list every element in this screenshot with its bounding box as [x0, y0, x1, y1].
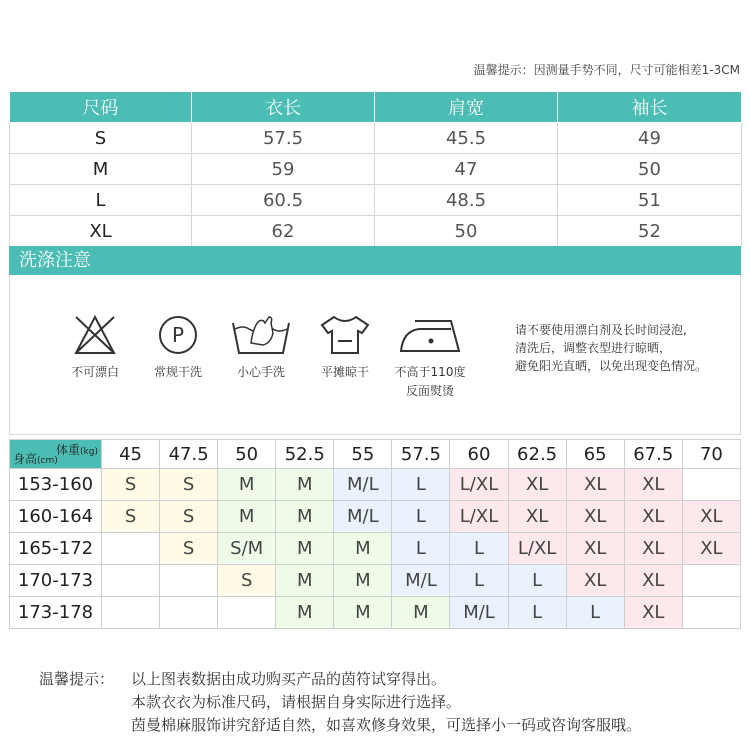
size-cell: 60.5	[192, 185, 375, 216]
size-recommendation: L/XL	[450, 469, 508, 501]
size-row	[10, 123, 742, 154]
care-label: 常规干洗	[153, 365, 202, 379]
care-dry-flat	[300, 313, 390, 380]
weight-height-table	[9, 439, 741, 629]
size-cell: 57.5	[192, 123, 375, 154]
size-recommendation: M	[218, 501, 276, 533]
size-recommendation: M	[276, 533, 334, 565]
care-dry-clean	[133, 313, 223, 380]
size-recommendation: S	[160, 501, 218, 533]
size-recommendation: XL	[624, 469, 682, 501]
size-recommendation: M/L	[334, 501, 392, 533]
care-iron	[385, 313, 475, 402]
size-recommendation: S	[102, 469, 160, 501]
care-note	[515, 321, 740, 375]
size-recommendation	[102, 597, 160, 629]
size-cell: 50	[375, 216, 558, 247]
care-label: 不高于110度	[394, 365, 466, 379]
dry-clean-icon	[155, 313, 201, 357]
bottom-tip-line: 以上图表数据由成功购买产品的茵符试穿得出。	[131, 670, 447, 688]
size-recommendation: L	[450, 565, 508, 597]
weight-header: 45	[102, 440, 160, 469]
hand-wash-icon	[229, 313, 293, 357]
size-recommendation: S	[102, 501, 160, 533]
size-recommendation: XL	[566, 565, 624, 597]
size-table-header	[10, 92, 742, 123]
size-recommendation: XL	[508, 469, 566, 501]
size-row	[10, 185, 742, 216]
size-recommendation: L	[508, 565, 566, 597]
size-row	[10, 216, 742, 247]
size-recommendation: M	[392, 597, 450, 629]
dry-flat-icon	[318, 313, 372, 357]
weight-header: 57.5	[392, 440, 450, 469]
size-recommendation: XL	[566, 501, 624, 533]
weight-header-row	[10, 440, 741, 469]
height-range: 153-160	[10, 469, 102, 501]
size-recommendation: XL	[624, 597, 682, 629]
header-shoulder: 肩宽	[375, 92, 558, 123]
size-recommendation: M	[276, 501, 334, 533]
size-cell: 45.5	[375, 123, 558, 154]
size-recommendation: S	[160, 533, 218, 565]
size-cell: 49	[558, 123, 742, 154]
size-recommendation: S/M	[218, 533, 276, 565]
size-cell: XL	[10, 216, 192, 247]
height-row	[10, 565, 741, 597]
size-recommendation: M/L	[392, 565, 450, 597]
size-recommendation: S	[218, 565, 276, 597]
size-recommendation: M	[334, 533, 392, 565]
bottom-tip-line: 茵曼棉麻服饰讲究舒适自然，如喜欢修身效果，可选择小一码或咨询客服哦。	[131, 716, 642, 734]
size-cell: 51	[558, 185, 742, 216]
size-recommendation	[160, 565, 218, 597]
size-recommendation: M	[276, 469, 334, 501]
care-note-line: 避免阳光直晒，以免出现变色情况。	[515, 359, 708, 373]
size-recommendation	[682, 565, 740, 597]
care-instructions	[9, 275, 741, 435]
weight-header: 70	[682, 440, 740, 469]
height-row	[10, 469, 741, 501]
height-row	[10, 597, 741, 629]
care-label: 平摊晾干	[320, 365, 369, 379]
weight-header: 52.5	[276, 440, 334, 469]
size-cell: S	[10, 123, 192, 154]
care-hand-wash	[216, 313, 306, 380]
size-recommendation: L	[508, 597, 566, 629]
size-recommendation: XL	[624, 565, 682, 597]
size-recommendation: M/L	[334, 469, 392, 501]
size-recommendation: XL	[508, 501, 566, 533]
size-recommendation	[102, 565, 160, 597]
weight-header: 50	[218, 440, 276, 469]
size-table	[9, 91, 742, 247]
measurement-tip: 温馨提示：因测量手势不同，尺寸可能相差1-3CM	[473, 63, 740, 77]
weight-header: 67.5	[624, 440, 682, 469]
size-recommendation: M	[218, 469, 276, 501]
size-cell: 52	[558, 216, 742, 247]
size-recommendation: L	[392, 501, 450, 533]
size-recommendation: S	[160, 469, 218, 501]
size-cell: 62	[192, 216, 375, 247]
care-no-bleach	[50, 313, 140, 380]
weight-label: 体重	[56, 443, 81, 457]
care-note-line: 请不要使用漂白剂及长时间浸泡,	[515, 323, 687, 337]
size-cell: 50	[558, 154, 742, 185]
size-recommendation: L	[450, 533, 508, 565]
size-recommendation	[160, 597, 218, 629]
bottom-tip-label: 温馨提示：	[39, 670, 115, 688]
size-recommendation: M	[334, 597, 392, 629]
size-recommendation: M	[334, 565, 392, 597]
size-recommendation: L/XL	[508, 533, 566, 565]
care-label: 小心手洗	[236, 365, 285, 379]
size-recommendation: XL	[624, 501, 682, 533]
size-cell: 59	[192, 154, 375, 185]
svg-text:P: P	[171, 323, 185, 347]
height-range: 160-164	[10, 501, 102, 533]
weight-unit: (kg)	[80, 447, 98, 457]
corner-cell	[10, 440, 102, 469]
care-note-line: 清洗后，调整衣型进行晾晒，	[515, 341, 672, 355]
height-range: 165-172	[10, 533, 102, 565]
height-unit: (cm)	[37, 456, 58, 466]
weight-header: 62.5	[508, 440, 566, 469]
size-recommendation: XL	[624, 533, 682, 565]
size-recommendation: XL	[566, 533, 624, 565]
size-recommendation: XL	[682, 533, 740, 565]
size-recommendation: L	[566, 597, 624, 629]
height-range: 170-173	[10, 565, 102, 597]
size-recommendation	[218, 597, 276, 629]
care-label: 不可漂白	[70, 365, 119, 379]
height-row	[10, 501, 741, 533]
size-recommendation	[682, 597, 740, 629]
size-recommendation	[102, 533, 160, 565]
weight-header: 60	[450, 440, 508, 469]
size-recommendation: XL	[566, 469, 624, 501]
size-row	[10, 154, 742, 185]
size-cell: L	[10, 185, 192, 216]
care-label: 反面熨烫	[405, 384, 454, 398]
size-recommendation: M	[276, 565, 334, 597]
header-size: 尺码	[10, 92, 192, 123]
size-recommendation: M/L	[450, 597, 508, 629]
header-length: 衣长	[192, 92, 375, 123]
bottom-tip-line: 本款衣衣为标准尺码，请根据自身实际进行选择。	[131, 693, 462, 711]
size-recommendation: M	[276, 597, 334, 629]
weight-header: 55	[334, 440, 392, 469]
size-recommendation: L	[392, 469, 450, 501]
size-recommendation	[682, 469, 740, 501]
height-range: 173-178	[10, 597, 102, 629]
header-sleeve: 袖长	[558, 92, 742, 123]
size-recommendation: XL	[682, 501, 740, 533]
weight-header: 65	[566, 440, 624, 469]
size-cell: 48.5	[375, 185, 558, 216]
size-cell: 47	[375, 154, 558, 185]
size-cell: M	[10, 154, 192, 185]
no-bleach-icon	[72, 313, 118, 357]
iron-icon	[395, 313, 465, 357]
care-title: 洗涤注意	[9, 246, 741, 275]
bottom-tips	[39, 668, 641, 737]
size-recommendation: L	[392, 533, 450, 565]
height-label: 身高	[13, 452, 38, 466]
height-row	[10, 533, 741, 565]
size-recommendation: L/XL	[450, 501, 508, 533]
weight-header: 47.5	[160, 440, 218, 469]
